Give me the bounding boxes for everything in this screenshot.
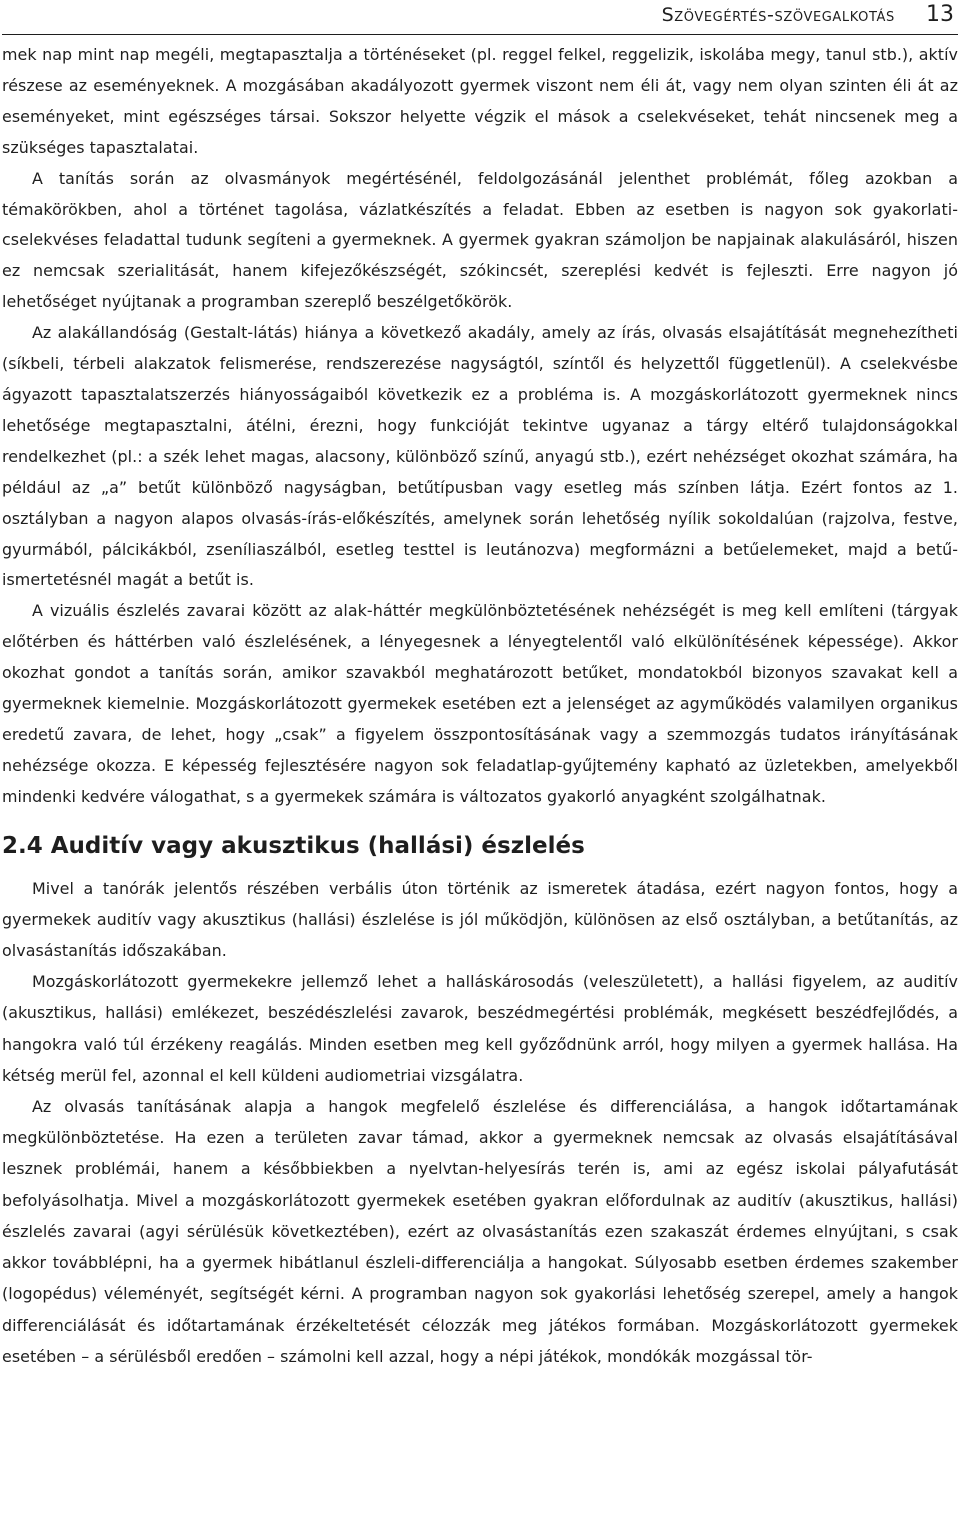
page-number: 13 [926, 2, 954, 27]
paragraph: A vizuális észlelés zavarai között az alak-háttér megkülönböztetésének nehézségét is meg kell említeni (tárgyak előtérben és háttérben való észlelésének, a lényegesnek a lényegtelentől való elkülönítésének képessége). Akkor okozhat gondot a tanítás során, amikor szavakból meghatározott betűket, mondatokból bizonyos szavakat kell a gyermeknek kiemelnie. Mozgáskorlátozott gyermekek esetében ezt a jelenséget az agyműködés valamilyen organikus eredetű zavara, de lehet, hogy „csak” a figyelem összpontosításának vagy a szemmozgás tudatos irányításának nehézsége okozza. E képesség fejlesztésére nagyon sok feladatlap-gyűjtemény kapható az üzletekben, amelyekből mindenki kedvére válogathat, s a gyermekek számára is változatos gyakorló anyagként szolgálhatnak. [2, 601, 958, 806]
running-header [0, 2, 954, 32]
paragraph: mek nap mint nap megéli, megtapasztalja a történéseket (pl. reggel felkel, reggelizik, iskolába megy, tanul stb.), aktív részese az eseményeknek. A mozgásában akadályozott gyermek viszont nem éli át, vagy nem olyan szinten éli át az eseményeket, mint egészséges társai. Sokszor helyette végzik el mások a cselekvéseket, tehát nincsenek meg a szükséges tapasztalatai. [2, 45, 958, 157]
section-body [2, 873, 958, 1372]
body-text [2, 40, 958, 1372]
paragraph: Mozgáskorlátozott gyermekekre jellemző lehet a halláskárosodás (veleszületett), a hallási figyelem, az auditív (akusztikus, hallási) emlékezet, beszédészlelési zavarok, beszédmegértési problémák, megkésett beszédfejlődés, a hangokra való túl érzékeny reagálás. Minden esetben meg kell győződnünk arról, hogy milyen a gyermek hallása. Ha kétség merül fel, azonnal el kell küldeni audiometriai vizsgálatra. [2, 972, 958, 1085]
paragraph: Mivel a tanórák jelentős részében verbális úton történik az ismeretek átadása, ezért nagyon fontos, hogy a gyermekek auditív vagy akusztikus (hallási) észlelése is jól működjön, különösen az első osztályban, a betűtanítás, az olvasástanítás időszakában. [2, 878, 958, 961]
paragraph: Az alakállandóság (Gestalt-látás) hiánya a következő akadály, amely az írás, olvasás elsajátítását megnehezítheti (síkbeli, térbeli alakzatok felismerése, rendszerezése nagyságtól, színtől és helyzettől függetlenül). A cselekvésbe ágyazott tapasztalatszerzés hiányosságaiból következik ez a probléma is. A mozgáskorlátozott gyermeknek nincs lehetősége megtapasztalni, átélni, érezni, hogy funkcióját tekintve ugyanaz a tárgy eltérő tulajdonságokkal rendelkezhet (pl.: a szék lehet magas, alacsony, különböző színű, anyagú stb.), ezért nehézséget okozhat számára, ha például az „a” betűt különböző nagyságban, betűtípusban vagy esetleg más színben látja. Ezért fontos az 1. osztályban a nagyon alapos olvasás-írás-előkészítés, amelynek során lehetőség nyílik sokoldalúan (rajzolva, festve, gyurmából, pálcikákból, zseníliaszálból, esetleg testtel is leutánozva) megformázni a betűelemeket, majd a betűismertetésnél magát a betűt is. [2, 323, 958, 590]
section-heading [2, 831, 958, 861]
section-title: Auditív vagy akusztikus (hallási) észlelés [50, 832, 585, 859]
header-rule [2, 34, 958, 35]
paragraph: Az olvasás tanításának alapja a hangok megfelelő észlelése és differenciálása, a hangok időtartamának megkülönböztetése. Ha ezen a területen zavar támad, akkor a gyermeknek nemcsak az olvasás elsajátításával lesznek problémái, hanem a későbbiekben a nyelvtan-helyesírás terén is, ami az egész iskolai pályafutását befolyásolhatja. Mivel a mozgáskorlátozott gyermekek esetében gyakran előfordulnak az auditív (akusztikus, hallási) észlelés zavarai (agyi sérülésük következtében), ezért az olvasástanítás ezen szakaszát érdemes elnyújtani, s csak akkor továbblépni, ha a gyermek hibátlanul észleli-differenciálja a hangokat. Súlyosabb esetben érdemes szakember (logopédus) véleményét, segítségét kérni. A programban nagyon sok gyakorlási lehetőség szerepel, amely a hangok differenciálását és időtartamának érzékeltetését célozzák meg játékos formában. Mozgáskorlátozott gyermekek esetében – a sérülésből eredően – számolni kell azzal, hogy a népi játékok, mondókák mozgással tör- [2, 1097, 958, 1366]
header-title: Szövegértés-szövegalkotás [661, 4, 895, 26]
section-number: 2.4 [2, 832, 43, 859]
paragraph: A tanítás során az olvasmányok megértésénél, feldolgozásánál jelenthet problémát, főleg azokban a témakörökben, ahol a történet tagolása, vázlatkészítés a feladat. Ebben az esetben is nagyon sok gyakorlati-cselekvéses feladattal tudunk segíteni a gyermeknek. A gyermek gyakran számoljon be napjainak alakulásáról, hiszen ez nemcsak szerialitását, hanem kifejezőkészségét, szókincsét, szereplési kedvét is fejleszti. Erre nagyon jó lehetőséget nyújtanak a programban szereplő beszélgetőkörök. [2, 168, 958, 312]
